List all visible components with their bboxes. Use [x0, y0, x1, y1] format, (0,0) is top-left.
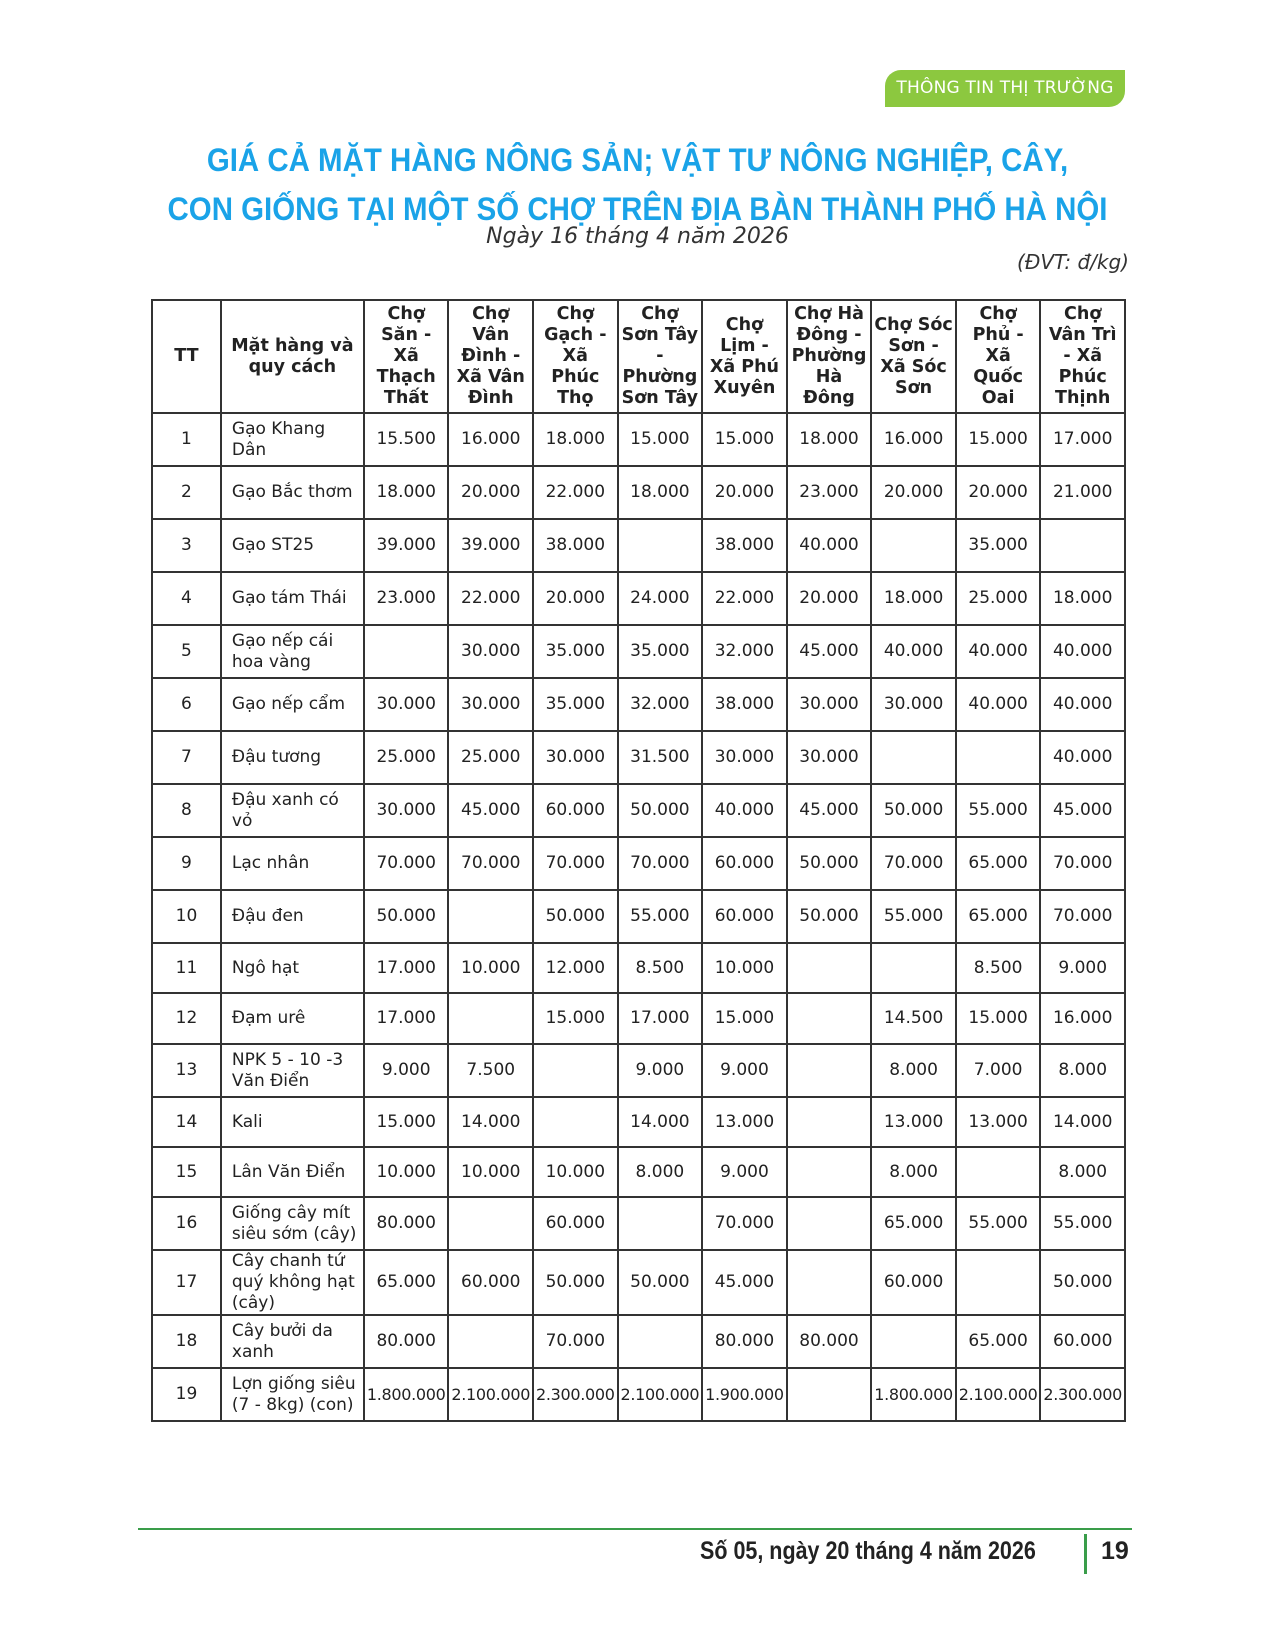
footer-divider	[138, 1528, 1132, 1530]
price-cell: 55.000	[956, 1197, 1041, 1250]
item-name: Đậu xanh có vỏ	[221, 784, 364, 837]
price-cell: 2.100.000	[448, 1368, 533, 1421]
price-cell: 15.000	[956, 993, 1041, 1044]
price-cell: 50.000	[1040, 1250, 1125, 1315]
price-cell: 30.000	[448, 625, 533, 678]
price-cell: 16.000	[871, 413, 956, 466]
row-number: 7	[152, 731, 221, 784]
row-number: 10	[152, 890, 221, 943]
price-cell: 10.000	[448, 1147, 533, 1197]
price-cell: 23.000	[364, 572, 449, 625]
price-cell: 18.000	[871, 572, 956, 625]
item-name: Ngô hạt	[221, 943, 364, 993]
price-cell: 38.000	[702, 678, 787, 731]
price-cell: 15.000	[956, 413, 1041, 466]
footer-separator	[1084, 1534, 1087, 1574]
item-name: Đậu tương	[221, 731, 364, 784]
item-name: Lợn giống siêu (7 - 8kg) (con)	[221, 1368, 364, 1421]
row-number: 12	[152, 993, 221, 1044]
table-row	[152, 1368, 1125, 1421]
table-row	[152, 784, 1125, 837]
price-cell: 30.000	[871, 678, 956, 731]
price-cell: 30.000	[787, 678, 872, 731]
price-cell: 1.900.000	[702, 1368, 787, 1421]
price-cell: 14.000	[1040, 1097, 1125, 1147]
price-cell: 30.000	[364, 678, 449, 731]
price-cell: 15.000	[364, 1097, 449, 1147]
price-cell: 70.000	[364, 837, 449, 890]
price-cell: 50.000	[787, 837, 872, 890]
price-cell: 35.000	[533, 625, 618, 678]
price-cell: 10.000	[533, 1147, 618, 1197]
table-row	[152, 519, 1125, 572]
table-row	[152, 678, 1125, 731]
price-cell: 14.000	[618, 1097, 703, 1147]
table-row	[152, 1147, 1125, 1197]
price-cell: 8.000	[871, 1147, 956, 1197]
row-number: 1	[152, 413, 221, 466]
price-cell: 45.000	[787, 784, 872, 837]
row-number: 8	[152, 784, 221, 837]
table-row	[152, 890, 1125, 943]
item-name: Gạo tám Thái	[221, 572, 364, 625]
title-line-2: CON GIỐNG TẠI MỘT SỐ CHỢ TRÊN ĐỊA BÀN THÀNH PHỐ HÀ NỘI	[167, 191, 1108, 227]
price-cell: 60.000	[1040, 1315, 1125, 1368]
price-cell: 20.000	[702, 466, 787, 519]
table-row	[152, 572, 1125, 625]
price-cell: 40.000	[1040, 731, 1125, 784]
price-cell: 8.500	[956, 943, 1041, 993]
price-cell: 20.000	[871, 466, 956, 519]
price-cell: 70.000	[871, 837, 956, 890]
price-cell: 7.500	[448, 1044, 533, 1097]
row-number: 2	[152, 466, 221, 519]
row-number: 9	[152, 837, 221, 890]
item-name: NPK 5 - 10 -3 Văn Điển	[221, 1044, 364, 1097]
price-cell: 65.000	[956, 837, 1041, 890]
price-cell: 80.000	[364, 1315, 449, 1368]
price-cell: 7.000	[956, 1044, 1041, 1097]
price-cell: 65.000	[871, 1197, 956, 1250]
column-header: Chợ Gạch - Xã Phúc Thọ	[533, 300, 618, 413]
price-cell: 45.000	[1040, 784, 1125, 837]
column-header: Mặt hàng và quy cách	[221, 300, 364, 413]
price-cell: 50.000	[533, 890, 618, 943]
price-cell: 22.000	[533, 466, 618, 519]
price-cell	[871, 1315, 956, 1368]
price-cell: 35.000	[618, 625, 703, 678]
price-cell: 30.000	[702, 731, 787, 784]
price-cell: 17.000	[618, 993, 703, 1044]
table-row	[152, 466, 1125, 519]
price-cell	[533, 1044, 618, 1097]
price-cell	[956, 1250, 1041, 1315]
row-number: 14	[152, 1097, 221, 1147]
price-cell: 35.000	[533, 678, 618, 731]
price-cell: 8.000	[618, 1147, 703, 1197]
price-cell: 9.000	[702, 1147, 787, 1197]
price-cell: 2.300.000	[533, 1368, 618, 1421]
price-cell: 18.000	[364, 466, 449, 519]
item-name: Gạo nếp cẩm	[221, 678, 364, 731]
price-cell	[787, 1197, 872, 1250]
price-cell: 25.000	[448, 731, 533, 784]
price-cell: 50.000	[618, 1250, 703, 1315]
price-cell: 32.000	[618, 678, 703, 731]
price-cell: 16.000	[448, 413, 533, 466]
price-cell: 40.000	[871, 625, 956, 678]
row-number: 15	[152, 1147, 221, 1197]
price-cell: 10.000	[448, 943, 533, 993]
price-cell: 12.000	[533, 943, 618, 993]
price-cell: 9.000	[618, 1044, 703, 1097]
price-cell: 45.000	[448, 784, 533, 837]
price-cell	[787, 943, 872, 993]
table-row	[152, 837, 1125, 890]
row-number: 16	[152, 1197, 221, 1250]
price-cell: 65.000	[364, 1250, 449, 1315]
report-date: Ngày 16 tháng 4 năm 2026	[486, 224, 789, 249]
price-cell: 18.000	[787, 413, 872, 466]
price-cell: 10.000	[702, 943, 787, 993]
row-number: 6	[152, 678, 221, 731]
column-header: Chợ Sơn Tây - Phường Sơn Tây	[618, 300, 703, 413]
price-cell	[618, 1315, 703, 1368]
table-row	[152, 1097, 1125, 1147]
price-cell: 40.000	[1040, 678, 1125, 731]
item-name: Kali	[221, 1097, 364, 1147]
price-cell: 65.000	[956, 890, 1041, 943]
price-cell: 9.000	[1040, 943, 1125, 993]
price-cell	[448, 890, 533, 943]
price-cell: 60.000	[533, 1197, 618, 1250]
item-name: Giống cây mít siêu sớm (cây)	[221, 1197, 364, 1250]
column-header: Chợ Lịm - Xã Phú Xuyên	[702, 300, 787, 413]
price-cell: 55.000	[618, 890, 703, 943]
price-cell: 31.500	[618, 731, 703, 784]
price-cell: 15.500	[364, 413, 449, 466]
price-cell: 9.000	[702, 1044, 787, 1097]
price-cell	[871, 519, 956, 572]
price-cell: 20.000	[956, 466, 1041, 519]
page-number: 19	[1101, 1537, 1129, 1565]
price-cell: 15.000	[702, 413, 787, 466]
table-row	[152, 1044, 1125, 1097]
item-name: Cây chanh tứ quý không hạt (cây)	[221, 1250, 364, 1315]
table-header-row	[152, 300, 1125, 413]
item-name: Gạo nếp cái hoa vàng	[221, 625, 364, 678]
price-cell: 17.000	[364, 993, 449, 1044]
price-cell: 18.000	[533, 413, 618, 466]
price-cell: 14.500	[871, 993, 956, 1044]
row-number: 18	[152, 1315, 221, 1368]
price-cell	[871, 943, 956, 993]
price-cell: 8.000	[1040, 1147, 1125, 1197]
price-cell	[787, 993, 872, 1044]
price-cell: 15.000	[618, 413, 703, 466]
price-cell: 70.000	[1040, 890, 1125, 943]
price-cell	[618, 519, 703, 572]
price-cell: 50.000	[618, 784, 703, 837]
price-cell: 30.000	[787, 731, 872, 784]
price-cell: 65.000	[956, 1315, 1041, 1368]
unit-note: (ĐVT: đ/kg)	[1017, 250, 1129, 274]
price-cell: 20.000	[448, 466, 533, 519]
price-cell: 9.000	[364, 1044, 449, 1097]
price-cell: 40.000	[787, 519, 872, 572]
row-number: 19	[152, 1368, 221, 1421]
price-cell: 40.000	[702, 784, 787, 837]
price-cell: 39.000	[448, 519, 533, 572]
price-cell: 15.000	[702, 993, 787, 1044]
table-row	[152, 1315, 1125, 1368]
price-cell: 2.300.000	[1040, 1368, 1125, 1421]
price-cell: 50.000	[787, 890, 872, 943]
price-cell: 18.000	[1040, 572, 1125, 625]
column-header: Chợ Hà Đông - Phường Hà Đông	[787, 300, 872, 413]
price-cell: 17.000	[1040, 413, 1125, 466]
price-cell: 70.000	[533, 837, 618, 890]
price-cell: 15.000	[533, 993, 618, 1044]
price-cell: 38.000	[702, 519, 787, 572]
price-cell: 13.000	[702, 1097, 787, 1147]
price-cell: 70.000	[702, 1197, 787, 1250]
price-cell	[787, 1250, 872, 1315]
page-title	[88, 136, 1187, 234]
table-body	[152, 413, 1125, 1421]
item-name: Đậu đen	[221, 890, 364, 943]
row-number: 13	[152, 1044, 221, 1097]
row-number: 17	[152, 1250, 221, 1315]
price-cell	[533, 1097, 618, 1147]
price-cell: 17.000	[364, 943, 449, 993]
price-cell: 16.000	[1040, 993, 1125, 1044]
row-number: 11	[152, 943, 221, 993]
price-cell	[618, 1197, 703, 1250]
row-number: 3	[152, 519, 221, 572]
price-cell: 2.100.000	[956, 1368, 1041, 1421]
column-header: Chợ Săn - Xã Thạch Thất	[364, 300, 449, 413]
price-cell	[364, 625, 449, 678]
price-cell: 25.000	[956, 572, 1041, 625]
table-row	[152, 413, 1125, 466]
price-cell	[787, 1097, 872, 1147]
price-cell: 50.000	[533, 1250, 618, 1315]
price-cell: 40.000	[956, 678, 1041, 731]
price-cell: 70.000	[448, 837, 533, 890]
price-cell	[448, 1197, 533, 1250]
price-cell: 35.000	[956, 519, 1041, 572]
price-cell: 32.000	[702, 625, 787, 678]
table-row	[152, 1250, 1125, 1315]
price-cell: 10.000	[364, 1147, 449, 1197]
price-cell: 80.000	[787, 1315, 872, 1368]
price-cell	[871, 731, 956, 784]
table-row	[152, 1197, 1125, 1250]
column-header: Chợ Sóc Sơn - Xã Sóc Sơn	[871, 300, 956, 413]
price-cell: 21.000	[1040, 466, 1125, 519]
price-cell: 55.000	[871, 890, 956, 943]
item-name: Cây bưởi da xanh	[221, 1315, 364, 1368]
price-cell: 45.000	[787, 625, 872, 678]
price-cell: 8.500	[618, 943, 703, 993]
price-cell: 2.100.000	[618, 1368, 703, 1421]
table-row	[152, 625, 1125, 678]
price-cell: 13.000	[956, 1097, 1041, 1147]
price-cell: 45.000	[702, 1250, 787, 1315]
price-cell: 20.000	[533, 572, 618, 625]
price-cell: 30.000	[448, 678, 533, 731]
column-header: TT	[152, 300, 221, 413]
price-cell: 25.000	[364, 731, 449, 784]
price-cell: 23.000	[787, 466, 872, 519]
column-header: Chợ Phủ - Xã Quốc Oai	[956, 300, 1041, 413]
table-row	[152, 731, 1125, 784]
price-table	[151, 299, 1126, 1422]
price-cell: 22.000	[448, 572, 533, 625]
price-cell	[1040, 519, 1125, 572]
price-cell	[787, 1147, 872, 1197]
price-cell	[448, 993, 533, 1044]
price-cell: 60.000	[871, 1250, 956, 1315]
price-cell: 30.000	[364, 784, 449, 837]
title-line-1: GIÁ CẢ MẶT HÀNG NÔNG SẢN; VẬT TƯ NÔNG NGHIỆP, CÂY,	[206, 142, 1069, 178]
price-cell: 80.000	[364, 1197, 449, 1250]
row-number: 5	[152, 625, 221, 678]
table-row	[152, 993, 1125, 1044]
price-cell: 60.000	[448, 1250, 533, 1315]
price-cell: 20.000	[787, 572, 872, 625]
price-cell: 50.000	[364, 890, 449, 943]
item-name: Gạo Bắc thơm	[221, 466, 364, 519]
price-cell: 1.800.000	[871, 1368, 956, 1421]
price-cell: 1.800.000	[364, 1368, 449, 1421]
price-cell: 14.000	[448, 1097, 533, 1147]
item-name: Lạc nhân	[221, 837, 364, 890]
price-cell: 40.000	[956, 625, 1041, 678]
item-name: Lân Văn Điển	[221, 1147, 364, 1197]
price-cell: 39.000	[364, 519, 449, 572]
price-cell: 60.000	[702, 890, 787, 943]
price-cell	[787, 1044, 872, 1097]
price-cell: 70.000	[533, 1315, 618, 1368]
price-cell: 60.000	[533, 784, 618, 837]
column-header: Chợ Vân Trì - Xã Phúc Thịnh	[1040, 300, 1125, 413]
footer-issue: Số 05, ngày 20 tháng 4 năm 2026	[700, 1537, 1036, 1565]
column-header: Chợ Vân Đình - Xã Vân Đình	[448, 300, 533, 413]
section-tag: THÔNG TIN THỊ TRƯỜNG	[885, 70, 1125, 107]
price-cell: 24.000	[618, 572, 703, 625]
item-name: Đạm urê	[221, 993, 364, 1044]
price-cell	[448, 1315, 533, 1368]
price-cell: 55.000	[956, 784, 1041, 837]
price-cell	[787, 1368, 872, 1421]
price-cell: 38.000	[533, 519, 618, 572]
price-cell: 40.000	[1040, 625, 1125, 678]
price-cell: 70.000	[618, 837, 703, 890]
price-cell: 8.000	[871, 1044, 956, 1097]
row-number: 4	[152, 572, 221, 625]
price-cell	[956, 1147, 1041, 1197]
price-cell: 18.000	[618, 466, 703, 519]
item-name: Gạo Khang Dân	[221, 413, 364, 466]
price-cell: 13.000	[871, 1097, 956, 1147]
price-cell: 30.000	[533, 731, 618, 784]
table-row	[152, 943, 1125, 993]
price-cell: 55.000	[1040, 1197, 1125, 1250]
price-cell: 70.000	[1040, 837, 1125, 890]
price-cell: 8.000	[1040, 1044, 1125, 1097]
price-cell: 60.000	[702, 837, 787, 890]
price-cell: 22.000	[702, 572, 787, 625]
price-cell: 50.000	[871, 784, 956, 837]
price-cell: 80.000	[702, 1315, 787, 1368]
item-name: Gạo ST25	[221, 519, 364, 572]
price-cell	[956, 731, 1041, 784]
